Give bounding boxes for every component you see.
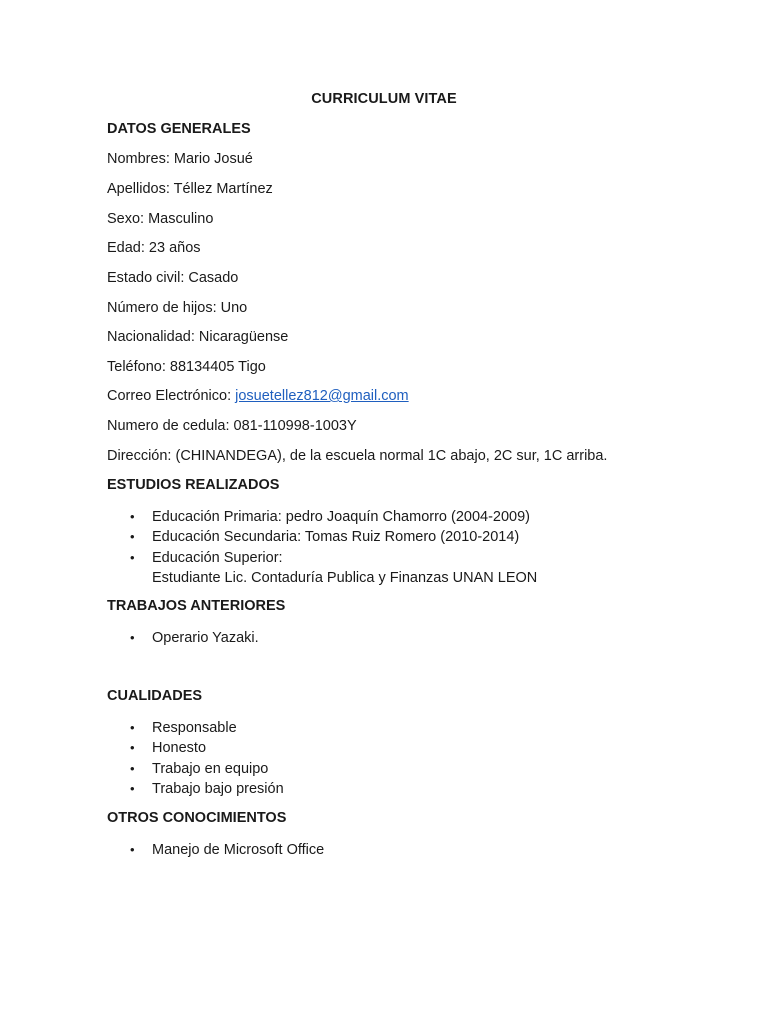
field-apellidos: Apellidos: Téllez Martínez [107, 181, 273, 197]
estudios-list [107, 507, 537, 588]
field-estado-civil: Estado civil: Casado [107, 270, 239, 286]
section-heading-trabajos: TRABAJOS ANTERIORES [107, 598, 286, 614]
bullet-icon: • [130, 630, 135, 645]
bullet-icon: • [130, 720, 135, 735]
list-item-text: Trabajo en equipo [152, 760, 269, 777]
otros-list [107, 840, 324, 860]
list-item [107, 759, 284, 779]
field-cedula: Numero de cedula: 081-110998-1003Y [107, 418, 357, 434]
cualidades-list [107, 718, 284, 799]
section-heading-datos-generales: DATOS GENERALES [107, 121, 251, 137]
list-item [107, 779, 284, 799]
list-item [107, 548, 537, 589]
field-telefono: Teléfono: 88134405 Tigo [107, 359, 266, 375]
list-item-text: Educación Primaria: pedro Joaquín Chamorro (2004-2009) [152, 509, 531, 525]
field-numero-hijos: Número de hijos: Uno [107, 300, 248, 316]
field-direccion: Dirección: (CHINANDEGA), de la escuela normal 1C abajo, 2C sur, 1C arriba. [107, 448, 608, 464]
field-correo-label: Correo Electrónico: [107, 388, 236, 404]
bullet-icon: • [130, 529, 135, 545]
field-nombres: Nombres: Mario Josué [107, 151, 253, 167]
list-item [107, 738, 284, 758]
list-item-text: Educación Secundaria: Tomas Ruiz Romero (2010-2014) [152, 529, 520, 546]
list-item-text: Educación Superior: [152, 549, 283, 566]
email-link[interactable]: josuetellez812@gmail.com [235, 388, 409, 404]
section-heading-estudios: ESTUDIOS REALIZADOS [107, 477, 280, 493]
bullet-icon: • [130, 760, 135, 776]
bullet-icon: • [130, 780, 135, 796]
page-title: CURRICULUM VITAE [311, 91, 457, 107]
field-sexo: Sexo: Masculino [107, 211, 214, 227]
list-item-text: Manejo de Microsoft Office [152, 842, 325, 858]
list-item-text: Operario Yazaki. [152, 630, 259, 646]
bullet-icon: • [130, 509, 135, 524]
list-item-text: Honesto [152, 740, 207, 757]
bullet-icon: • [130, 740, 135, 756]
field-edad: Edad: 23 años [107, 240, 201, 256]
bullet-icon: • [130, 549, 135, 565]
field-correo [107, 388, 409, 404]
section-heading-otros: OTROS CONOCIMIENTOS [107, 810, 287, 826]
list-item-text: Trabajo bajo presión [152, 780, 284, 797]
list-item [107, 718, 284, 738]
list-item [107, 840, 324, 860]
list-item [107, 628, 259, 648]
bullet-icon: • [130, 842, 135, 857]
section-heading-cualidades: CUALIDADES [107, 688, 203, 704]
list-item-detail: Estudiante Lic. Contaduría Publica y Finanzas UNAN LEON [152, 569, 538, 586]
field-nacionalidad: Nacionalidad: Nicaragüense [107, 329, 289, 345]
list-item [107, 507, 537, 527]
trabajos-list [107, 628, 259, 648]
list-item [107, 527, 537, 547]
list-item-text: Responsable [152, 720, 237, 736]
